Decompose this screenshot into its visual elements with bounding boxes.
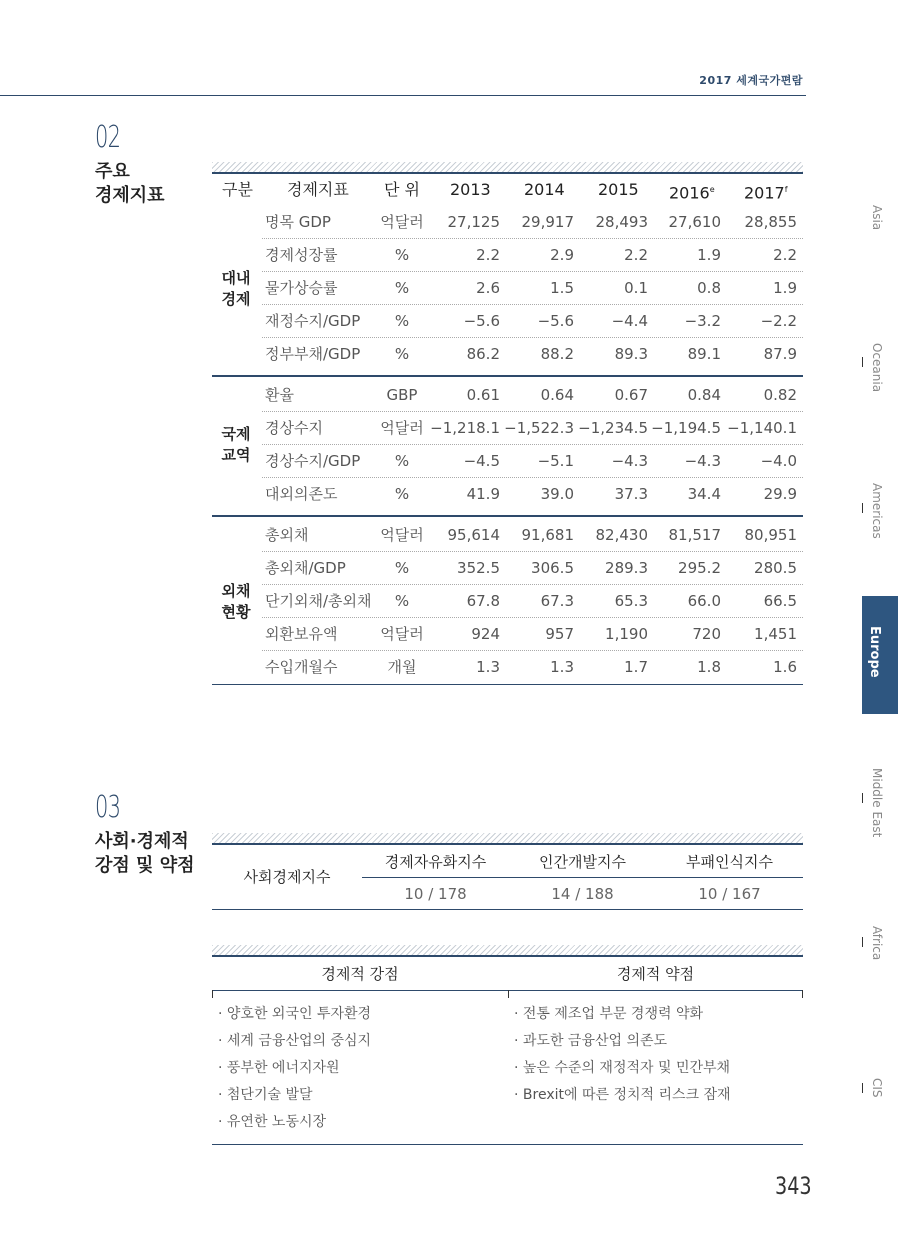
table-header-row <box>212 173 803 206</box>
table-cell: 295.2 <box>678 559 721 577</box>
table-cell: 0.1 <box>624 279 648 297</box>
table-cell: 1.7 <box>624 658 648 676</box>
table-cell: −5.6 <box>463 312 500 330</box>
table-cell: 34.4 <box>687 485 721 503</box>
side-tab-oceania[interactable]: Oceania <box>870 343 884 393</box>
table-row <box>212 338 803 371</box>
group-label-line: 외채 <box>221 581 251 600</box>
column-header <box>744 173 788 206</box>
group-label-line: 대내 <box>221 268 251 287</box>
indicator-unit: % <box>394 312 410 330</box>
section-title-line: 강점 및 약점 <box>95 855 195 876</box>
indicator-unit: GBP <box>386 386 418 404</box>
sw-hatch <box>212 945 803 955</box>
table-row <box>212 239 803 272</box>
table-cell: −4.0 <box>760 452 797 470</box>
table-cell: 65.3 <box>614 592 648 610</box>
table-cell: 91,681 <box>521 526 574 544</box>
weakness-item: · 전통 제조업 부문 경쟁력 약화 <box>514 1006 703 1022</box>
weakness-item: · 과도한 금융산업 의존도 <box>514 1033 668 1049</box>
table-cell: 1,190 <box>605 625 648 643</box>
table-cell: 86.2 <box>466 345 500 363</box>
indicator-name: 총외채 <box>265 526 309 544</box>
side-tab-tick <box>862 937 863 947</box>
index-value: 10 / 178 <box>404 885 467 903</box>
indicator-unit: 개월 <box>387 658 417 676</box>
table-cell: 0.84 <box>687 386 721 404</box>
indicator-name: 단기외채/총외채 <box>265 592 372 610</box>
table-cell: −4.3 <box>611 452 648 470</box>
table-row <box>212 519 803 552</box>
section-number: 03 <box>95 790 121 825</box>
table-row <box>212 272 803 305</box>
table-row <box>212 206 803 239</box>
index-mid-rule <box>362 877 803 878</box>
indicator-name: 물가상승률 <box>265 279 338 297</box>
table-cell: 1.9 <box>773 279 797 297</box>
indicator-name: 명목 GDP <box>265 213 331 231</box>
column-header: 2013 <box>450 180 491 199</box>
table-cell: 29.9 <box>763 485 797 503</box>
index-hatch <box>212 833 803 843</box>
indicator-unit: % <box>394 345 410 363</box>
table-cell: 1.8 <box>697 658 721 676</box>
table-hatch <box>212 162 803 172</box>
side-tab-americas[interactable]: Americas <box>870 483 884 539</box>
sw-bottom-rule <box>212 1144 803 1145</box>
table-cell: 280.5 <box>754 559 797 577</box>
indicator-unit: 억달러 <box>380 213 424 231</box>
indicator-unit: 억달러 <box>380 625 424 643</box>
table-cell: −4.5 <box>463 452 500 470</box>
table-cell: 1.5 <box>550 279 574 297</box>
group-label <box>212 581 260 623</box>
group-label <box>212 268 260 310</box>
indicator-name: 경상수지/GDP <box>265 452 361 470</box>
sw-top-rule <box>212 955 803 957</box>
year-2017: 2017 <box>744 183 785 203</box>
table-row <box>212 379 803 412</box>
index-bottom-rule <box>212 909 803 910</box>
side-tab-tick <box>862 1083 863 1093</box>
column-header: 단 위 <box>384 180 420 199</box>
indicator-unit: % <box>394 559 410 577</box>
table-cell: 1,451 <box>754 625 797 643</box>
side-tab-tick <box>862 793 863 803</box>
table-cell: 2.2 <box>476 246 500 264</box>
index-label: 사회경제지수 <box>243 868 331 886</box>
index-name: 경제자유화지수 <box>384 853 487 871</box>
weaknesses-title: 경제적 약점 <box>616 965 695 983</box>
side-tab-cis[interactable]: CIS <box>870 1078 884 1098</box>
indicator-name: 정부부채/GDP <box>265 345 361 363</box>
table-cell: 352.5 <box>457 559 500 577</box>
table-cell: −1,140.1 <box>727 419 797 437</box>
table-cell: 0.61 <box>466 386 500 404</box>
estimate-mark: e <box>709 185 715 194</box>
indicator-name: 경제성장률 <box>265 246 338 264</box>
strength-item: · 양호한 외국인 투자환경 <box>218 1006 372 1022</box>
table-bottom-rule <box>212 684 803 685</box>
table-cell: −4.4 <box>611 312 648 330</box>
side-tab-africa[interactable]: Africa <box>870 926 884 961</box>
group-label-line: 국제 <box>221 425 251 443</box>
indicator-name: 수입개월수 <box>265 658 338 676</box>
table-cell: 88.2 <box>540 345 574 363</box>
table-cell: 0.82 <box>763 386 797 404</box>
indicator-name: 외환보유액 <box>265 625 338 643</box>
table-cell: 67.3 <box>540 592 574 610</box>
section-title-line: 주요 <box>95 161 130 182</box>
index-value: 14 / 188 <box>551 885 614 903</box>
table-cell: 2.6 <box>476 279 500 297</box>
table-cell: 89.1 <box>687 345 721 363</box>
bracket-mid <box>508 990 509 998</box>
table-cell: 957 <box>545 625 574 643</box>
group-separator <box>212 375 803 377</box>
table-cell: −5.1 <box>537 452 574 470</box>
column-header: 경제지표 <box>287 180 349 199</box>
table-cell: 66.5 <box>763 592 797 610</box>
table-row <box>212 618 803 651</box>
table-cell: 41.9 <box>466 485 500 503</box>
table-cell: 924 <box>471 625 500 643</box>
page-number: 343 <box>775 1172 812 1200</box>
year-2016: 2016 <box>669 183 710 203</box>
table-cell: 1.6 <box>773 658 797 676</box>
table-row <box>212 651 803 684</box>
section-number: 02 <box>95 120 121 155</box>
section-title <box>95 160 165 208</box>
group-label-line: 경제 <box>221 289 251 308</box>
indicator-unit: % <box>394 246 410 264</box>
side-tab-asia[interactable]: Asia <box>870 205 884 231</box>
table-cell: 29,917 <box>521 213 574 231</box>
table-row <box>212 552 803 585</box>
table-row <box>212 412 803 445</box>
table-cell: 39.0 <box>540 485 574 503</box>
index-name: 인간개발지수 <box>539 853 626 871</box>
table-cell: 2.2 <box>624 246 648 264</box>
table-cell: 28,855 <box>744 213 797 231</box>
column-header: 2015 <box>598 180 639 199</box>
strengths-title: 경제적 강점 <box>321 965 399 983</box>
table-cell: 27,610 <box>668 213 721 231</box>
table-cell: 80,951 <box>744 526 797 544</box>
strength-item: · 첨단기술 발달 <box>218 1087 313 1103</box>
header-title: 2017 세계국가편람 <box>699 74 803 87</box>
indicator-unit: % <box>394 485 410 503</box>
indicator-unit: 억달러 <box>380 419 424 437</box>
table-row <box>212 445 803 478</box>
side-tab-tick <box>862 503 863 513</box>
indicator-unit: % <box>394 279 410 297</box>
table-cell: −3.2 <box>684 312 721 330</box>
table-cell: 0.8 <box>697 279 721 297</box>
forecast-mark: f <box>784 185 788 194</box>
side-tab-europe-label: Europe <box>867 626 882 678</box>
group-label-line: 현황 <box>221 602 251 621</box>
group-label <box>212 424 260 466</box>
weakness-item: · 높은 수준의 재정적자 및 민간부채 <box>514 1060 731 1076</box>
bracket-right <box>802 990 803 998</box>
weakness-item: · Brexit에 따른 정치적 리스크 잠재 <box>514 1087 731 1103</box>
column-header: 구분 <box>222 180 253 199</box>
table-row <box>212 478 803 511</box>
indicator-name: 총외채/GDP <box>265 559 346 577</box>
table-cell: 27,125 <box>447 213 500 231</box>
index-name: 부패인식지수 <box>686 853 773 871</box>
table-cell: 1.3 <box>550 658 574 676</box>
indicator-unit: % <box>394 452 410 470</box>
table-cell: 2.2 <box>773 246 797 264</box>
indicator-unit: 억달러 <box>380 526 424 544</box>
index-value: 10 / 167 <box>698 885 761 903</box>
table-cell: −2.2 <box>760 312 797 330</box>
index-top-rule <box>212 843 803 845</box>
table-row <box>212 305 803 338</box>
group-label-line: 교역 <box>221 446 251 464</box>
group-separator <box>212 515 803 517</box>
strength-item: · 유연한 노동시장 <box>218 1114 327 1130</box>
table-cell: −5.6 <box>537 312 574 330</box>
table-cell: −1,218.1 <box>430 419 500 437</box>
header-rule <box>0 95 806 96</box>
table-cell: −1,194.5 <box>651 419 721 437</box>
table-cell: 81,517 <box>668 526 721 544</box>
table-cell: −1,522.3 <box>504 419 574 437</box>
indicator-name: 경상수지 <box>265 419 323 437</box>
table-cell: 28,493 <box>595 213 648 231</box>
section-title-line: 경제지표 <box>95 185 165 206</box>
side-tab-tick <box>862 357 863 367</box>
table-cell: 37.3 <box>614 485 648 503</box>
indicator-name: 환율 <box>265 386 294 404</box>
column-header <box>669 173 715 206</box>
indicator-name: 재정수지/GDP <box>265 312 361 330</box>
table-cell: 2.9 <box>550 246 574 264</box>
strength-item: · 세계 금융산업의 중심지 <box>218 1033 372 1049</box>
table-cell: 1.9 <box>697 246 721 264</box>
table-cell: 720 <box>692 625 721 643</box>
indicator-unit: % <box>394 592 410 610</box>
bracket-left <box>212 990 213 998</box>
table-cell: 0.64 <box>540 386 574 404</box>
table-cell: 67.8 <box>466 592 500 610</box>
indicator-name: 대외의존도 <box>265 485 338 503</box>
table-cell: 82,430 <box>595 526 648 544</box>
strength-item: · 풍부한 에너지자원 <box>218 1060 340 1076</box>
table-cell: −1,234.5 <box>578 419 648 437</box>
table-row <box>212 585 803 618</box>
table-cell: 0.67 <box>614 386 648 404</box>
table-cell: 1.3 <box>476 658 500 676</box>
table-cell: −4.3 <box>684 452 721 470</box>
table-cell: 95,614 <box>447 526 500 544</box>
table-cell: 289.3 <box>605 559 648 577</box>
table-cell: 87.9 <box>763 345 797 363</box>
section-title <box>95 830 194 878</box>
table-cell: 306.5 <box>531 559 574 577</box>
section-title-line: 사회·경제적 <box>95 831 189 852</box>
table-cell: 66.0 <box>687 592 721 610</box>
table-cell: 89.3 <box>614 345 648 363</box>
column-header: 2014 <box>524 180 565 199</box>
side-tab-middle-east[interactable]: Middle East <box>870 768 884 838</box>
